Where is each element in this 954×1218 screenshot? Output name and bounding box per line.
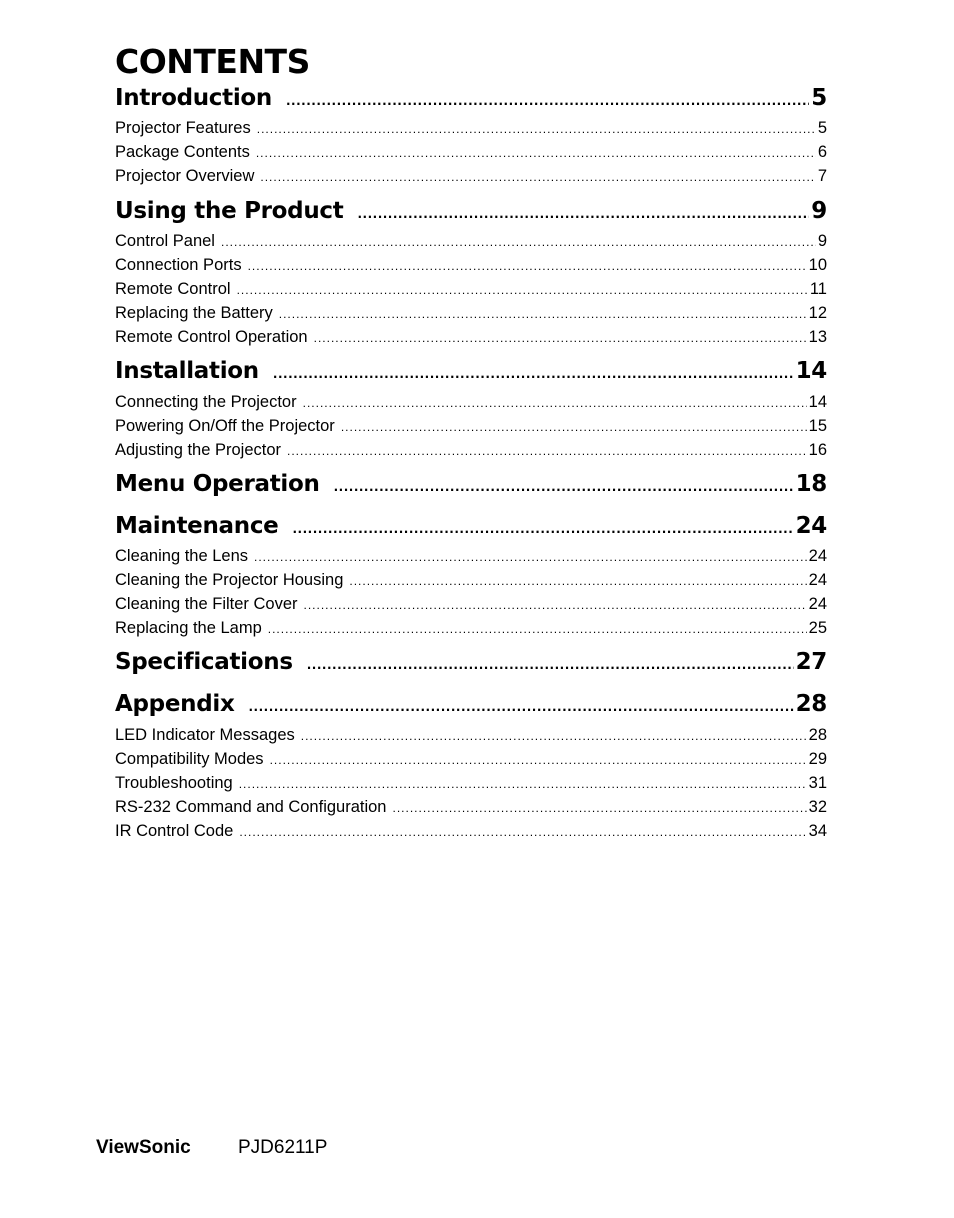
section-title: Installation (115, 358, 259, 384)
toc-section-using-the-product[interactable] (115, 196, 827, 226)
toc-item[interactable] (115, 796, 827, 818)
page-number: 24 (795, 513, 827, 539)
toc-item[interactable] (115, 302, 827, 324)
item-title: Replacing the Battery (115, 304, 273, 322)
page-number: 15 (808, 417, 827, 435)
dot-leader (239, 773, 807, 795)
page-number: 9 (817, 232, 827, 250)
toc-item[interactable] (115, 117, 827, 139)
page-number: 16 (808, 441, 827, 459)
dot-leader (279, 303, 807, 325)
item-title: Connection Ports (115, 256, 242, 274)
page-number: 32 (808, 798, 827, 816)
toc-item[interactable] (115, 141, 827, 163)
dot-leader (307, 650, 794, 680)
dot-leader (301, 725, 807, 747)
toc-section-appendix[interactable] (115, 689, 827, 719)
page-number: 12 (808, 304, 827, 322)
page-number: 6 (817, 143, 827, 161)
item-title: Replacing the Lamp (115, 619, 262, 637)
page-number: 9 (811, 198, 827, 224)
page-number: 10 (808, 256, 827, 274)
page-number: 24 (808, 547, 827, 565)
toc-item[interactable] (115, 278, 827, 300)
item-title: Connecting the Projector (115, 393, 297, 411)
item-title: RS-232 Command and Configuration (115, 798, 387, 816)
toc-section-maintenance[interactable] (115, 511, 827, 541)
item-title: Compatibility Modes (115, 750, 264, 768)
page-number: 14 (808, 393, 827, 411)
dot-leader (286, 86, 809, 116)
page-number: 24 (808, 571, 827, 589)
dot-leader (221, 231, 816, 253)
item-title: Remote Control (115, 280, 231, 298)
page-number: 31 (808, 774, 827, 792)
page-title: CONTENTS (115, 42, 310, 81)
section-title: Introduction (115, 85, 272, 111)
toc-section-installation[interactable] (115, 356, 827, 386)
dot-leader (349, 570, 806, 592)
dot-leader (314, 327, 807, 349)
page-number: 13 (808, 328, 827, 346)
page-number: 14 (795, 358, 827, 384)
toc-section-menu-operation[interactable] (115, 469, 827, 499)
page-number: 18 (795, 471, 827, 497)
page-number: 7 (817, 167, 827, 185)
item-title: Adjusting the Projector (115, 441, 282, 459)
toc-section-specifications[interactable] (115, 647, 827, 677)
dot-leader (287, 440, 807, 462)
dot-leader (254, 546, 807, 568)
page-number: 29 (808, 750, 827, 768)
toc-item[interactable] (115, 617, 827, 639)
page-number: 28 (808, 726, 827, 744)
section-title: Specifications (115, 649, 293, 675)
item-title: IR Control Code (115, 822, 234, 840)
page-number: 5 (817, 119, 827, 137)
toc-item[interactable] (115, 748, 827, 770)
toc-item[interactable] (115, 230, 827, 252)
section-title: Maintenance (115, 513, 279, 539)
item-title: Package Contents (115, 143, 250, 161)
page-number: 11 (809, 280, 827, 298)
item-title: Projector Overview (115, 167, 255, 185)
toc-item[interactable] (115, 326, 827, 348)
dot-leader (256, 142, 816, 164)
dot-leader (357, 199, 809, 229)
page-number: 5 (811, 85, 827, 111)
toc-item[interactable] (115, 724, 827, 746)
toc-item[interactable] (115, 569, 827, 591)
item-title: Cleaning the Lens (115, 547, 249, 565)
section-title: Using the Product (115, 198, 344, 224)
dot-leader (268, 618, 807, 640)
section-title: Appendix (115, 691, 235, 717)
dot-leader (257, 118, 816, 140)
item-title: Cleaning the Filter Cover (115, 595, 298, 613)
toc-item[interactable] (115, 772, 827, 794)
toc-item[interactable] (115, 165, 827, 187)
dot-leader (292, 514, 793, 544)
dot-leader (303, 392, 807, 414)
dot-leader (239, 821, 806, 843)
dot-leader (393, 797, 807, 819)
item-title: Cleaning the Projector Housing (115, 571, 344, 589)
dot-leader (304, 594, 807, 616)
page-number: 27 (795, 649, 827, 675)
dot-leader (273, 359, 794, 389)
dot-leader (248, 255, 807, 277)
item-title: Remote Control Operation (115, 328, 308, 346)
dot-leader (260, 166, 815, 188)
dot-leader (334, 472, 794, 502)
item-title: Powering On/Off the Projector (115, 417, 335, 435)
page-number: 28 (795, 691, 827, 717)
toc-item[interactable] (115, 545, 827, 567)
dot-leader (341, 416, 807, 438)
toc-item[interactable] (115, 391, 827, 413)
item-title: LED Indicator Messages (115, 726, 295, 744)
page-number: 25 (808, 619, 827, 637)
dot-leader (270, 749, 807, 771)
toc-item[interactable] (115, 254, 827, 276)
toc-item[interactable] (115, 439, 827, 461)
footer-brand: ViewSonic (96, 1137, 191, 1158)
page-number: 24 (808, 595, 827, 613)
page-number: 34 (808, 822, 827, 840)
dot-leader (237, 279, 808, 301)
item-title: Control Panel (115, 232, 215, 250)
toc-section-introduction[interactable] (115, 83, 827, 113)
toc-item[interactable] (115, 593, 827, 615)
toc-item[interactable] (115, 415, 827, 437)
dot-leader (248, 692, 793, 722)
section-title: Menu Operation (115, 471, 320, 497)
item-title: Projector Features (115, 119, 251, 137)
item-title: Troubleshooting (115, 774, 233, 792)
toc-item[interactable] (115, 820, 827, 842)
footer-model: PJD6211P (238, 1137, 328, 1158)
